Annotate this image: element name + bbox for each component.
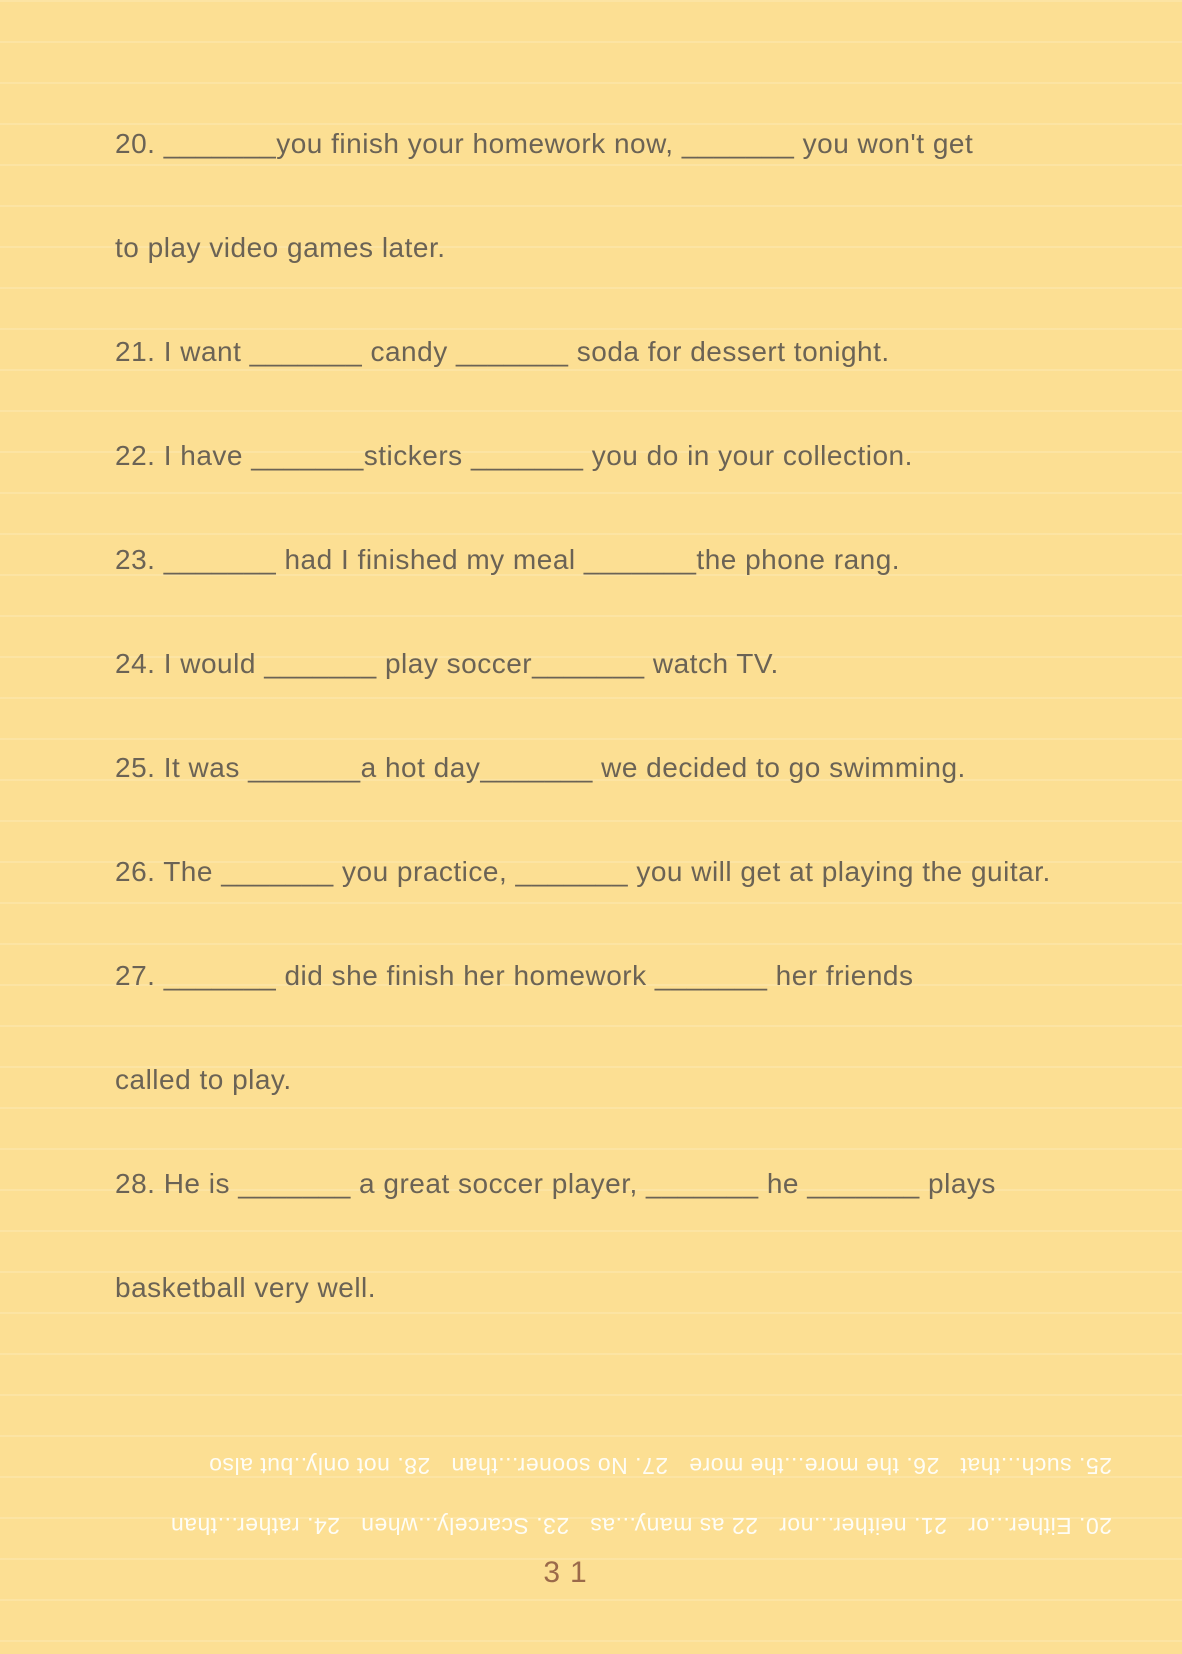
answer-key-line-20-24: 20. Either...or 21. neither...nor 22 as many...as 23. Scarcely...when 24. rather...than (170, 1513, 1112, 1539)
question-line-25: 25. It was _______a hot day_______ we decided to go swimming. (115, 752, 966, 783)
question-line-20-continuation: to play video games later. (115, 232, 446, 263)
page-number: 31 (543, 1556, 597, 1589)
question-line-20: 20. _______you finish your homework now, _______ you won't get (115, 128, 974, 159)
question-line-27: 27. _______ did she finish her homework _______ her friends (115, 960, 914, 991)
question-line-28-continuation: basketball very well. (115, 1272, 377, 1303)
question-line-27-continuation: called to play. (115, 1064, 292, 1095)
questions-section (115, 124, 1152, 1372)
question-line-22: 22. I have _______stickers _______ you do in your collection. (115, 440, 913, 471)
answer-key-line-25-28: 25. such...that 26. the more...the more 27. No sooner...than 28. not only..but also (208, 1453, 1112, 1479)
question-line-21: 21. I want _______ candy _______ soda for dessert tonight. (115, 336, 890, 367)
question-line-26: 26. The _______ you practice, _______ you will get at playing the guitar. (115, 856, 1051, 887)
question-line-23: 23. _______ had I finished my meal _______the phone rang. (115, 544, 901, 575)
answer-key-upside-down (70, 1424, 1112, 1544)
question-line-28: 28. He is _______ a great soccer player, _______ he _______ plays (115, 1168, 996, 1199)
question-line-24: 24. I would _______ play soccer_______ watch TV. (115, 648, 779, 679)
